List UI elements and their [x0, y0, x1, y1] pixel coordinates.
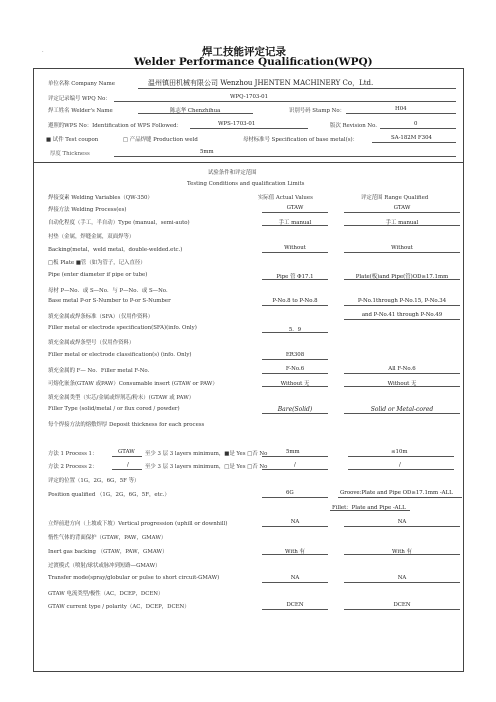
process2-layers: 至少 3 层 3 layers minimum，□是 Yes □否 No [145, 464, 268, 470]
row-range-13: Without 无 [387, 381, 417, 387]
row-label-0: 焊接方法 Welding Process(es) [48, 207, 127, 213]
company-value: 温州镇田机械有限公司 Wenzhou JHENTEN MACHINERY Co，Ltd. [148, 79, 374, 87]
row-range-8: and P-No.41 through P-No.49 [361, 312, 443, 318]
col-range: 评定范围 Range Qualified [361, 195, 429, 201]
row-label-1: 自动化程度（手工，半自动）Type (manual，semi-auto) [48, 220, 190, 226]
process1-process: GTAW [118, 449, 135, 455]
tail-range-0: NA [397, 519, 407, 525]
row-range-3: Without [391, 245, 413, 251]
thickness-value: 5mm [200, 149, 214, 155]
row-actual-13: Without 无 [280, 381, 310, 387]
corner-dot: . [42, 48, 44, 54]
company-label: 单位名称 Company Name [48, 81, 115, 87]
tail-label-4: Transfer mode(spray/globular or pulse to short circuit-GMAW) [48, 575, 220, 581]
tail-actual-4: NA [290, 575, 300, 581]
row-actual-0: GTAW [286, 205, 304, 211]
row-label-13: 可熔化嵌条(GTAW 或PAW）Consumable insert (GTAW or PAW） [48, 381, 218, 387]
row-label-8: 填充金属或焊条标准（SFA）（仅用作资料） [48, 314, 154, 320]
position-range-groove: Groove:Plate and Pipe OD≥17.1mm -ALL [340, 490, 453, 496]
process1-actual: 5mm [286, 449, 300, 455]
row-label-4: □板 Plate ■管（如为管子，记入直径） [48, 260, 146, 266]
revision-value: 0 [414, 121, 418, 127]
row-actual-15: Bare(Solid) [277, 406, 313, 413]
row-label-12: 填充金属的 F— No．Filler metal F-No. [48, 368, 150, 374]
row-actual-11: ER308 [285, 352, 305, 358]
base-metal-spec-label: 母材标准号 Specification of base metal(s)： [243, 137, 358, 143]
row-label-7: Base metal P-or S-Number to P-or S-Number [48, 298, 171, 304]
row-actual-12: F-No.6 [285, 366, 305, 372]
tail-range-4: NA [397, 575, 407, 581]
title-cn: 焊工技能评定记录 [202, 46, 286, 58]
thickness-label: 厚度 Thickness [50, 151, 90, 157]
stamp-label: 识别号码 Stamp No： [289, 108, 345, 114]
stamp-value: H04 [395, 106, 407, 112]
row-label-3: Backing(metal，weld metal，double-welded.etc.) [48, 247, 183, 253]
test-coupon-checkbox[interactable]: ■ 试件 Test coupon [46, 137, 99, 143]
tail-actual-2: With 有 [285, 549, 305, 555]
row-actual-7: P-No.8 to P-No.8 [272, 298, 318, 304]
process2-range: / [399, 462, 401, 468]
revision-label: 版次 Revision No. [330, 123, 378, 129]
row-actual-3: Without [284, 245, 306, 251]
position-actual: 6G [286, 490, 294, 496]
title-en: Welder Performance Qualification(WPQ) [134, 56, 373, 68]
row-label-16: 每个焊接方法的熔敷焊厚 Deposit thickness for each process [48, 422, 205, 428]
row-range-0: GTAW [393, 205, 411, 211]
base-metal-spec-value: SA-182M F304 [391, 135, 432, 141]
tail-label-0: 立焊前进方向（上坡或下坡）Vertical progression (uphill or downhill) [48, 521, 228, 527]
process2-prefix: 方法 2 Process 2： [48, 464, 98, 470]
wps-value: WPS-1703-01 [218, 121, 256, 127]
position-cn: 评定的位置（1G，2G，6G，5F 等） [48, 478, 140, 484]
welder-name-value: 陈志华 Chenzhihua [170, 108, 221, 114]
process1-prefix: 方法 1 Process 1： [48, 451, 98, 457]
row-label-10: 填充金属或焊条型号（仅用作资料） [48, 340, 135, 346]
row-label-9: Filler metal or electrode specification(SFA)(info. Only) [48, 325, 197, 331]
welder-name-label: 焊工姓名 Welder's Name [48, 108, 113, 114]
row-actual-5: Pipe 管 Φ17.1 [276, 274, 314, 280]
tail-range-2: With 有 [392, 549, 412, 555]
row-range-7: P-No.1through P-No.15, P-No.34 [357, 298, 447, 304]
row-range-1: 手工 manual [385, 220, 419, 226]
tail-label-1: 惰性气体的背面保护（GTAW，PAW，GMAW） [48, 535, 167, 541]
process2-actual: / [294, 462, 296, 468]
row-range-12: All F-No.6 [388, 366, 416, 372]
wpq-no-value: WPQ-1703-01 [230, 94, 269, 100]
wps-label: 遵照的WPS No：Identification of WPS Followed： [48, 123, 182, 129]
row-label-2: 衬垫（金属，焊缝金属，双面焊等） [48, 234, 135, 240]
tail-label-3: 过渡模式（喷射/球状或脉冲到短路—GMAW） [48, 563, 161, 569]
row-label-15: Filler Type (solid/metal / or flux cored / powder) [48, 406, 180, 412]
conditions-title-cn: 试验条件和评定范围 [208, 170, 257, 176]
row-label-5: Pipe (enter diameter if pipe or tube) [48, 272, 148, 278]
col-variables: 焊接变素 Welding Variables（QW-350） [48, 195, 153, 201]
conditions-title-en: Testing Conditions and qualification Limits [187, 181, 305, 187]
wpq-no-label: 评定记录编号 WPQ No： [48, 96, 111, 102]
tail-label-5: GTAW 电流类型/极性（AC，DCEP，DCEN） [48, 591, 164, 597]
position-range-fillet: Fillet：Plate and Pipe -ALL [332, 505, 406, 511]
row-label-14: 填充金属类型（实芯/金属或焊剂芯/粉末）(GTAW 或 PAW） [48, 395, 195, 401]
row-range-5: Plate(板)and Pipe(管)OD≥17.1mm [355, 274, 449, 280]
row-range-15: Solid or Metal-cored [370, 406, 434, 413]
production-weld-checkbox[interactable]: □ 产品焊缝 Production weld [123, 137, 198, 143]
tail-actual-0: NA [290, 519, 300, 525]
tail-range-6: DCEN [393, 602, 411, 608]
process1-range: ≤10m [391, 449, 408, 455]
col-actual: 实际值 Actual Values [258, 195, 313, 201]
tail-label-2: Inert gas backing （GTAW，PAW，GMAW） [48, 549, 168, 555]
tail-actual-6: DCEN [286, 602, 304, 608]
position-en: Position qualified （1G，2G，6G，5F，etc.） [48, 492, 170, 498]
tail-label-6: GTAW current type / polarity（AC，DCEP，DCEN） [48, 604, 190, 610]
process2-process: / [127, 462, 129, 468]
row-label-6: 母材 P—No．或 S—No．与 P—No．或 S—No． [48, 288, 172, 294]
row-label-11: Filler metal or electrode classification(s) (info. Only) [48, 352, 192, 358]
row-actual-9: 5．9 [288, 327, 302, 333]
process1-layers: 至少 3 层 3 layers minimum，■是 Yes □否 No [145, 451, 268, 457]
row-actual-1: 手工 manual [278, 220, 312, 226]
